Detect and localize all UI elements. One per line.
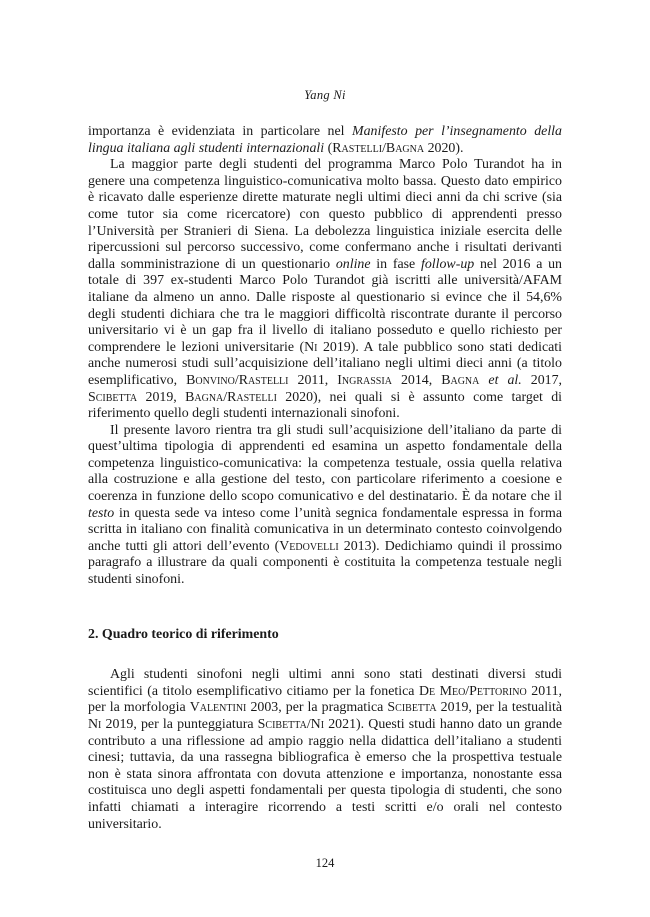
citation-author: Scibetta/Ni: [257, 717, 325, 732]
citation-author: Ni: [304, 339, 318, 355]
section-heading: 2. Quadro teorico di riferimento: [88, 626, 279, 642]
citation-author: Valentini: [189, 700, 247, 716]
cited-title: Manifesto per l’insegnamento della lingua italiana agli studenti internazionali: [88, 124, 562, 156]
running-head: Yang Ni: [304, 88, 346, 102]
citation-author: Bagna/Rastelli: [185, 389, 277, 405]
citation-author: Rastelli/Bagna: [332, 140, 425, 156]
citation-author: Bonvino/Rastelli: [186, 372, 289, 388]
citation-author: Ni: [88, 717, 102, 732]
body-text: [88, 124, 562, 833]
paragraph-continued: importanza è evidenziata in particolare nel Manifesto per l’insegnamento della lingua italiana agli studenti internazionali (Rastelli/Bagna 2020).: [88, 124, 562, 156]
page-number: 124: [315, 856, 335, 870]
citation-author: Ingrassia: [337, 372, 392, 388]
paragraph-present-work: Il presente lavoro rientra tra gli studi sull’acquisizione dell’italiano da parte di quest’ultima tipologia di apprendenti ed esamina un aspetto fondamentale della competenza linguistico-comunicativa: la competenza testuale, ossia quella relativa alla costruzione e alla gestione del testo, con particolare riferimento a coesione e coerenza in funzione dello scopo comunicativo e del destinatario. È da notare che il testo in questa sede va inteso come l’unità segnica fondamentale espressa in forma scritta in italiano con finalità comunicativa in un determinato contesto coinvolgendo anche tutti gli attori dell’evento (Vedovelli 2013). Dedichiamo quindi il prossimo paragrafo a illustrare da quali componenti è costituita la competenza testuale negli studenti sinofoni.: [88, 422, 562, 588]
citation-author: Bagna: [441, 372, 480, 388]
citation-author: Scibetta: [88, 389, 138, 405]
paragraph-theoretical-framework: Agli studenti sinofoni negli ultimi anni sono stati destinati diversi studi scientifici (a titolo esemplificativo citiamo per la fonetica De Meo/Pettorino 2011, per la morfologia Valentini 2003, per la pragmatica Scibetta 2019, per la testualità Ni 2019, per la punteggiatura Scibetta/Ni 2021). Questi studi hanno dato un grande contributo a una riflessione ad ampio raggio nella didattica dell’italiano a studenti cinesi; tuttavia, da una rassegna bibliografica è emerso che la prospettiva testuale non è stata sinora affrontata con dovuta attenzione e importanza, nonostante essa costituisca uno degli aspetti fondamentali per questa tipologia di studenti, che sono infatti chiamati a interagire ricorrendo a testi scritti e/o orali nel contesto universitario.: [88, 667, 563, 832]
citation-author: Scibetta: [387, 700, 437, 716]
citation-author: Vedovelli: [279, 538, 339, 554]
citation-author: De Meo/Pettorino: [418, 683, 527, 699]
paragraph-students-competence: La maggior parte degli studenti del programma Marco Polo Turandot ha in genere una competenza linguistico-comunicativa molto bassa. Questo dato empirico è ricavato dalle esperienze dirette maturate negli ultimi dieci anni da chi scrive (sia come tutor sia come ricercatore) con questo pubblico di apprendenti presso l’Università per Stranieri di Siena. La debolezza linguistica iniziale esercita delle ripercussioni sul percorso successivo, come confermano anche i risultati derivanti dalla somministrazione di un questionario online in fase follow-up nel 2016 a un totale di 397 ex-studenti Marco Polo Turandot già iscritti alle università/AFAM italiane da almeno un anno. Dalle risposte al questionario si evince che il 54,6% degli studenti dichiara che tra le maggiori difficoltà riscontrate durante il percorso universitario vi è un gap fra il livello di italiano posseduto e quello richiesto per comprendere le lezioni universitarie (Ni 2019). A tale pubblico sono stati dedicati anche numerosi studi sull’acquisizione dell’italiano negli ultimi dieci anni (a titolo esemplificativo, Bonvino/Rastelli 2011, Ingrassia 2014, Bagna et al. 2017, Scibetta 2019, Bagna/Rastelli 2020), nei quali si è assunto come target di riferimento quello degli studenti internazionali sinofoni.: [88, 157, 563, 422]
